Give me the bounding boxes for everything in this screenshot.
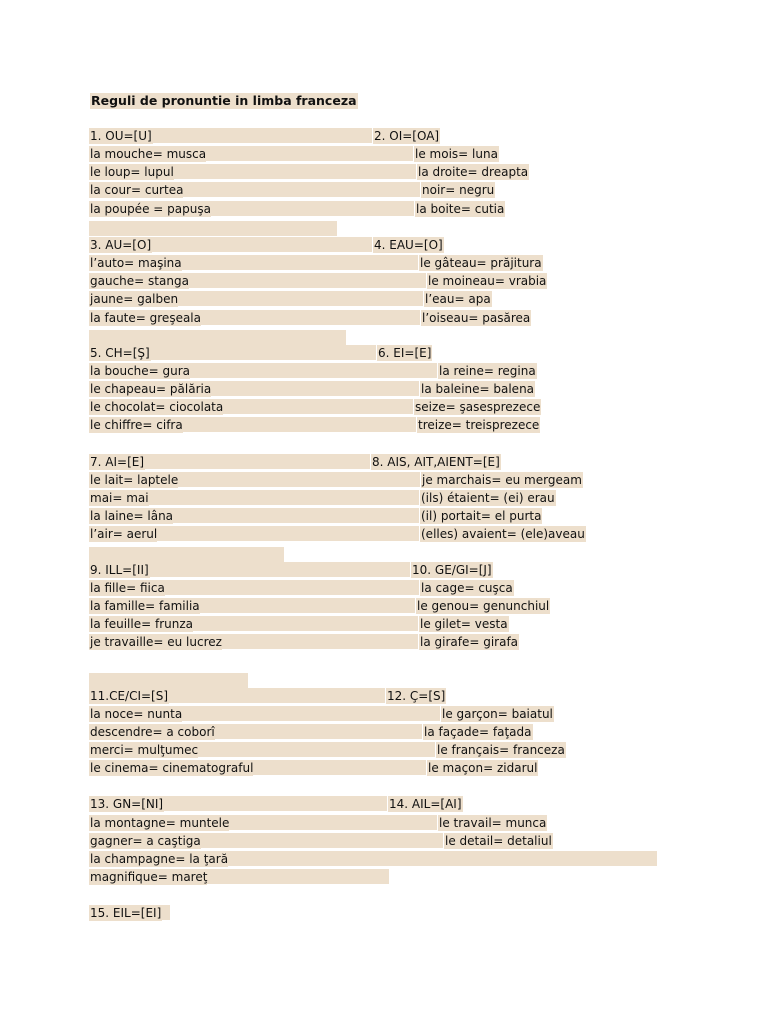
example-right: l’eau= apa [425, 292, 491, 306]
blank-highlight-bar [89, 673, 248, 688]
example-right: le travail= munca [439, 816, 547, 830]
example-right: (elles) avaient= (ele)aveau [421, 527, 585, 541]
example-right: le genou= genunchiul [417, 599, 550, 613]
rule-header: 3. AU=[O] [90, 238, 152, 252]
rule-header: 4. EAU=[O] [374, 238, 443, 252]
example-left: la champagne= la ţară [90, 852, 229, 866]
example-left: gagner= a caştiga [90, 834, 201, 848]
example-right: la reine= regina [439, 364, 536, 378]
rule-header: 8. AIS, AIT,AIENT=[E] [372, 455, 500, 469]
rule-header: 12. Ç=[S] [387, 689, 446, 703]
example-left: l’auto= maşina [90, 256, 182, 270]
example-left: la noce= nunta [90, 707, 183, 721]
example-right: la boite= cutia [416, 202, 505, 216]
rule-header: 1. OU=[U] [90, 129, 152, 143]
example-right: je marchais= eu mergeam [422, 473, 582, 487]
rule-header: 13. GN=[NI] [90, 797, 164, 811]
example-right: le moineau= vrabia [428, 274, 547, 288]
example-left: gauche= stanga [90, 274, 189, 288]
example-right: seize= şasesprezece [415, 400, 541, 414]
example-left: magnifique= mareţ [90, 870, 208, 884]
example-right: le garçon= baiatul [442, 707, 553, 721]
rule-header: 10. GE/GI=[J] [412, 563, 492, 577]
example-left: le chocolat= ciocolata [90, 400, 224, 414]
example-left: la faute= greşeala [90, 311, 201, 325]
rule-header: 6. EI=[E] [378, 346, 432, 360]
example-left: jaune= galben [90, 292, 179, 306]
example-left: l’air= aerul [90, 527, 158, 541]
example-left: la cour= curtea [90, 183, 184, 197]
blank-highlight-bar [89, 330, 346, 345]
blank-highlight-bar [89, 221, 337, 236]
example-left: je travaille= eu lucrez [90, 635, 222, 649]
example-left: le cinema= cinematograful [90, 761, 254, 775]
example-right: le gâteau= prăjitura [420, 256, 542, 270]
example-left: la bouche= gura [90, 364, 191, 378]
page-title: Reguli de pronuntie in limba franceza [91, 93, 357, 108]
example-right: treize= treisprezece [418, 418, 540, 432]
blank-highlight-bar [89, 547, 284, 562]
example-right: la droite= dreapta [418, 165, 529, 179]
example-right: le mois= luna [415, 147, 498, 161]
rule-header: 15. EIL=[EI] [90, 906, 162, 920]
example-right: la façade= faţada [424, 725, 532, 739]
rule-header: 9. ILL=[II] [90, 563, 149, 577]
example-left: le chapeau= pălăria [90, 382, 212, 396]
example-right: la cage= cuşca [421, 581, 513, 595]
example-right: le detail= detaliul [445, 834, 552, 848]
example-right: le français= franceza [437, 743, 565, 757]
example-left: la mouche= musca [90, 147, 207, 161]
rule-header: 14. AIL=[AI] [389, 797, 462, 811]
rule-header: 2. OI=[OA] [374, 129, 440, 143]
example-right: (ils) étaient= (ei) erau [421, 491, 555, 505]
example-right: la baleine= balena [421, 382, 535, 396]
example-left: le loup= lupul [90, 165, 174, 179]
example-right: le gilet= vesta [420, 617, 508, 631]
example-left: le lait= laptele [90, 473, 179, 487]
example-right: l’oiseau= pasărea [422, 311, 531, 325]
example-left: la famille= familia [90, 599, 200, 613]
example-right: noir= negru [422, 183, 495, 197]
example-left: la feuille= frunza [90, 617, 193, 631]
example-left: la montagne= muntele [90, 816, 230, 830]
rule-header: 7. AI=[E] [90, 455, 145, 469]
rule-header: 5. CH=[Ş] [90, 346, 150, 360]
example-left: la laine= lâna [90, 509, 174, 523]
example-right: le maçon= zidarul [428, 761, 538, 775]
example-right: (il) portait= el purta [421, 509, 542, 523]
example-left: descendre= a coborî [90, 725, 215, 739]
example-left: la fille= fiica [90, 581, 165, 595]
example-left: merci= mulţumec [90, 743, 199, 757]
example-left: le chiffre= cifra [90, 418, 183, 432]
rule-header: 11.CE/CI=[S] [90, 689, 169, 703]
example-left: mai= mai [90, 491, 149, 505]
example-left: la poupée = papuşa [90, 202, 211, 216]
example-right: la girafe= girafa [420, 635, 519, 649]
